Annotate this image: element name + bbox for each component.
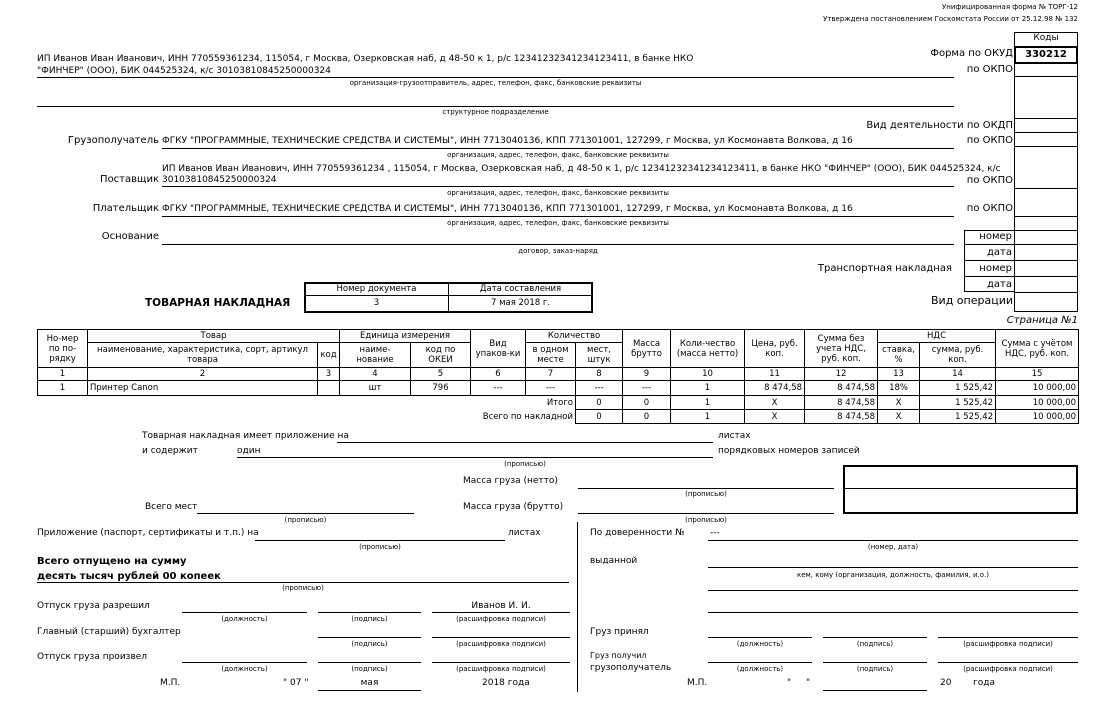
cell-vat: 1 525,42 xyxy=(920,381,996,396)
itogo-sum: 8 474,58 xyxy=(805,396,878,410)
num-date-caption: (номер, дата) xyxy=(867,543,919,551)
attach-sheets: листах xyxy=(508,528,541,538)
th-qty: Количество xyxy=(526,330,623,343)
net-label: Масса груза (нетто) xyxy=(463,476,558,486)
cell-num: 1 xyxy=(38,381,88,396)
vsego-qty: 1 xyxy=(671,410,745,424)
in-words-caption-2: (прописью) xyxy=(685,490,727,498)
doc-date-header: Дата составления xyxy=(479,284,562,294)
in-words-caption-5: (прописью) xyxy=(359,543,401,551)
th-net-qty: Коли-чество (масса нетто) xyxy=(671,330,745,368)
th-okei: код по ОКЕИ xyxy=(411,343,471,368)
column-numbers-row xyxy=(38,368,1079,381)
consignee-value: ФГКУ "ПРОГРАММНЫЕ, ТЕХНИЧЕСКИЕ СРЕДСТВА И СИСТЕМЫ", ИНН 7713040136, КПП 771301001, 127299, г Москва, ул Космонавта Волкова, д 16 xyxy=(162,136,853,146)
th-vat: НДС xyxy=(878,330,996,343)
col-number: 9 xyxy=(623,368,671,381)
okpo-label-2: по ОКПО xyxy=(966,135,1013,146)
records-label: порядковых номеров записей xyxy=(718,446,860,456)
cell-price: 8 474,58 xyxy=(745,381,805,396)
vsego-price: X xyxy=(745,410,805,424)
quote-close: " xyxy=(806,678,811,688)
col-number: 6 xyxy=(471,368,526,381)
shipper-line1: ИП Иванов Иван Иванович, ИНН 770559361234, 115054, г Москва, Озерковская наб, д 48-50 к 1, р/с 12341232341234123411, в банке НКО xyxy=(37,54,694,64)
in-words-caption-6: (прописью) xyxy=(282,584,324,592)
released-by-label: Отпуск груза произвел xyxy=(37,652,148,662)
th-places: мест, штук xyxy=(576,343,623,368)
supplier-caption: организация, адрес, телефон, факс, банковские реквизиты xyxy=(447,189,669,197)
signature-caption-4: (подпись) xyxy=(856,640,894,648)
in-words-caption-3: (прописью) xyxy=(685,516,727,524)
cell-name: Принтер Canon xyxy=(88,381,318,396)
signature-caption-5: (подпись) xyxy=(856,665,894,673)
year2-value: 20 xyxy=(940,678,952,688)
goods-table xyxy=(37,329,1079,424)
cell-places: --- xyxy=(576,381,623,396)
vsego-label: Всего по накладной xyxy=(526,410,576,424)
col-number: 8 xyxy=(576,368,623,381)
vsego-row xyxy=(38,410,1079,424)
operation-label: Вид операции xyxy=(931,294,1013,307)
th-in-one: в одном месте xyxy=(526,343,576,368)
day-value: " 07 " xyxy=(283,678,309,688)
doc-number-header: Номер документа xyxy=(336,284,417,294)
basis-label: Основание xyxy=(101,231,159,242)
position-caption-3: (должность) xyxy=(736,640,784,648)
col-number: 15 xyxy=(996,368,1079,381)
decoding-caption-3: (расшифровка подписи) xyxy=(456,665,546,673)
document-title: ТОВАРНАЯ НАКЛАДНАЯ xyxy=(145,297,291,309)
received-by-2: грузополучатель xyxy=(590,663,672,673)
page-number: Страница №1 xyxy=(1006,315,1078,326)
itogo-total: 10 000,00 xyxy=(996,396,1079,410)
basis-date-label: дата xyxy=(987,247,1012,258)
released-sum-2: десять тысяч рублей 00 копеек xyxy=(37,571,221,582)
col-number: 2 xyxy=(88,368,318,381)
cell-pack: --- xyxy=(471,381,526,396)
okdp-label: Вид деятельности по ОКДП xyxy=(866,120,1013,131)
year-value: 2018 года xyxy=(482,678,530,688)
places-label: Всего мест xyxy=(145,502,198,512)
doc-number: 3 xyxy=(373,298,380,308)
decoding-caption-5: (расшифровка подписи) xyxy=(963,665,1053,673)
payer-value: ФГКУ "ПРОГРАММНЫЕ, ТЕХНИЧЕСКИЕ СРЕДСТВА И СИСТЕМЫ", ИНН 7713040136, КПП 771301001, 127299, г Москва, ул Космонавта Волкова, д 16 xyxy=(162,204,853,214)
appendix-sheets: листах xyxy=(718,431,751,441)
consignee-caption: организация, адрес, телефон, факс, банковские реквизиты xyxy=(447,151,669,159)
th-total: Сумма с учётом НДС, руб. коп. xyxy=(996,330,1079,368)
proxy-value: --- xyxy=(710,528,720,538)
signature-caption-2: (подпись) xyxy=(351,640,388,648)
vsego-sum: 8 474,58 xyxy=(805,410,878,424)
supplier-label: Поставщик xyxy=(100,174,159,185)
received-by-1: Груз получил xyxy=(590,651,647,660)
mp-left: М.П. xyxy=(160,678,181,688)
cell-sum: 8 474,58 xyxy=(805,381,878,396)
supplier-line2: 30103810845250000324 xyxy=(162,175,277,185)
in-words-caption-1: (прописью) xyxy=(504,460,546,468)
okpo-label-3: по ОКПО xyxy=(966,175,1013,186)
month-value: мая xyxy=(360,678,379,688)
allowed-label: Отпуск груза разрешил xyxy=(37,601,150,611)
mass-box xyxy=(843,465,1078,514)
decoding-caption-1: (расшифровка подписи) xyxy=(456,615,546,623)
vsego-total: 10 000,00 xyxy=(996,410,1079,424)
itogo-vat: 1 525,42 xyxy=(920,396,996,410)
basis-caption: договор, заказ-наряд xyxy=(518,247,598,255)
col-number: 5 xyxy=(411,368,471,381)
col-number: 10 xyxy=(671,368,745,381)
th-price: Цена, руб. коп. xyxy=(745,330,805,368)
basis-number-label: номер xyxy=(979,231,1012,242)
accountant-label: Главный (старший) бухгалтер xyxy=(37,627,181,637)
col-number: 13 xyxy=(878,368,920,381)
codes-title: Коды xyxy=(1033,33,1059,43)
col-number: 7 xyxy=(526,368,576,381)
vsego-rate: X xyxy=(878,410,920,424)
position-caption-1: (должность) xyxy=(221,615,268,623)
vsego-gross: 0 xyxy=(623,410,671,424)
th-goods-name: наименование, характеристика, сорт, артикул товара xyxy=(88,343,318,368)
transport-number-label: номер xyxy=(979,263,1012,274)
form-title: Унифицированная форма № ТОРГ-12 xyxy=(942,3,1078,11)
col-number: 14 xyxy=(920,368,996,381)
subdivision-caption: структурное подразделение xyxy=(442,108,549,116)
th-num: Но-мер по по-рядку xyxy=(38,330,88,368)
doc-date: 7 мая 2018 г. xyxy=(490,298,551,308)
signature-caption-3: (подпись) xyxy=(351,665,388,673)
cell-unit: шт xyxy=(340,381,411,396)
itogo-price: X xyxy=(745,396,805,410)
in-words-caption-4: (прописью) xyxy=(284,516,327,524)
cell-gross: --- xyxy=(623,381,671,396)
position-caption-4: (должность) xyxy=(736,665,784,673)
decoding-caption-4: (расшифровка подписи) xyxy=(963,640,1053,648)
okud-value: 330212 xyxy=(1025,49,1067,60)
okpo-label-1: по ОКПО xyxy=(966,64,1013,75)
th-vat-rate: ставка, % xyxy=(878,343,920,368)
gross-label: Масса груза (брутто) xyxy=(463,502,564,512)
cell-okei: 796 xyxy=(411,381,471,396)
th-sum-no-vat: Сумма без учета НДС, руб. коп. xyxy=(805,330,878,368)
transport-date-label: дата xyxy=(987,279,1012,290)
th-unit-name: наиме-нование xyxy=(340,343,411,368)
th-vat-sum: сумма, руб. коп. xyxy=(920,343,996,368)
year2-word: года xyxy=(973,678,995,688)
attach-label: Приложение (паспорт, сертификаты и т.п.) на xyxy=(37,528,259,538)
th-code: код xyxy=(318,343,340,368)
shipper-line2: "ФИНЧЕР" (ООО), БИК 044525324, к/с 30103810845250000324 xyxy=(37,66,331,76)
itogo-label: Итого xyxy=(526,396,576,410)
okpo-label-4: по ОКПО xyxy=(966,203,1013,214)
cell-code xyxy=(318,381,340,396)
issued-caption: кем, кому (организация, должность, фамилия, и.о.) xyxy=(796,571,990,579)
payer-caption: организация, адрес, телефон, факс, банковские реквизиты xyxy=(447,219,669,227)
itogo-places: 0 xyxy=(576,396,623,410)
consignee-label: Грузополучатель xyxy=(67,135,159,146)
table-row xyxy=(38,381,1079,396)
mp-right: М.П. xyxy=(687,678,708,688)
codes-column xyxy=(1014,32,1078,312)
col-number: 11 xyxy=(745,368,805,381)
allowed-name: Иванов И. И. xyxy=(471,601,531,611)
col-number: 12 xyxy=(805,368,878,381)
th-pack: Вид упаков-ки xyxy=(471,330,526,368)
col-number: 4 xyxy=(340,368,411,381)
okud-label: Форма по ОКУД xyxy=(930,48,1013,59)
contains-label: и содержит xyxy=(142,446,198,456)
itogo-qty: 1 xyxy=(671,396,745,410)
quote-open: " xyxy=(787,678,792,688)
shipper-caption: организация-грузоотправитель, адрес, телефон, факс, банковские реквизиты xyxy=(349,79,642,87)
itogo-rate: X xyxy=(878,396,920,410)
transport-label: Транспортная накладная xyxy=(817,263,952,274)
itogo-row xyxy=(38,396,1079,410)
col-number: 3 xyxy=(318,368,340,381)
decoding-caption-2: (расшифровка подписи) xyxy=(456,640,546,648)
released-sum-1: Всего отпущено на сумму xyxy=(37,556,187,567)
vsego-vat: 1 525,42 xyxy=(920,410,996,424)
approval-note: Утверждена постановлением Госкомстата России от 25.12.98 № 132 xyxy=(823,15,1078,23)
contains-value: один xyxy=(237,446,261,456)
received-label: Груз принял xyxy=(590,627,649,637)
th-goods: Товар xyxy=(88,330,340,343)
payer-label: Плательщик xyxy=(92,203,159,214)
proxy-label: По доверенности № xyxy=(590,528,685,538)
th-gross: Масса брутто xyxy=(623,330,671,368)
appendix-label: Товарная накладная имеет приложение на xyxy=(142,431,349,441)
position-caption-2: (должность) xyxy=(221,665,268,673)
itogo-gross: 0 xyxy=(623,396,671,410)
issued-label: выданной xyxy=(590,556,638,566)
supplier-line1: ИП Иванов Иван Иванович, ИНН 770559361234 , 115054, г Москва, Озерковская наб, д 48-50 к 1, р/с 12341232341234123411, в банке НКО "ФИНЧЕР" (ООО), БИК 044525324, к/с xyxy=(162,164,1001,174)
cell-total: 10 000,00 xyxy=(996,381,1079,396)
cell-qty: 1 xyxy=(671,381,745,396)
cell-in-one: --- xyxy=(526,381,576,396)
cell-rate: 18% xyxy=(878,381,920,396)
col-number: 1 xyxy=(38,368,88,381)
signature-caption-1: (подпись) xyxy=(351,615,388,623)
vsego-places: 0 xyxy=(576,410,623,424)
th-unit: Единица измерения xyxy=(340,330,471,343)
